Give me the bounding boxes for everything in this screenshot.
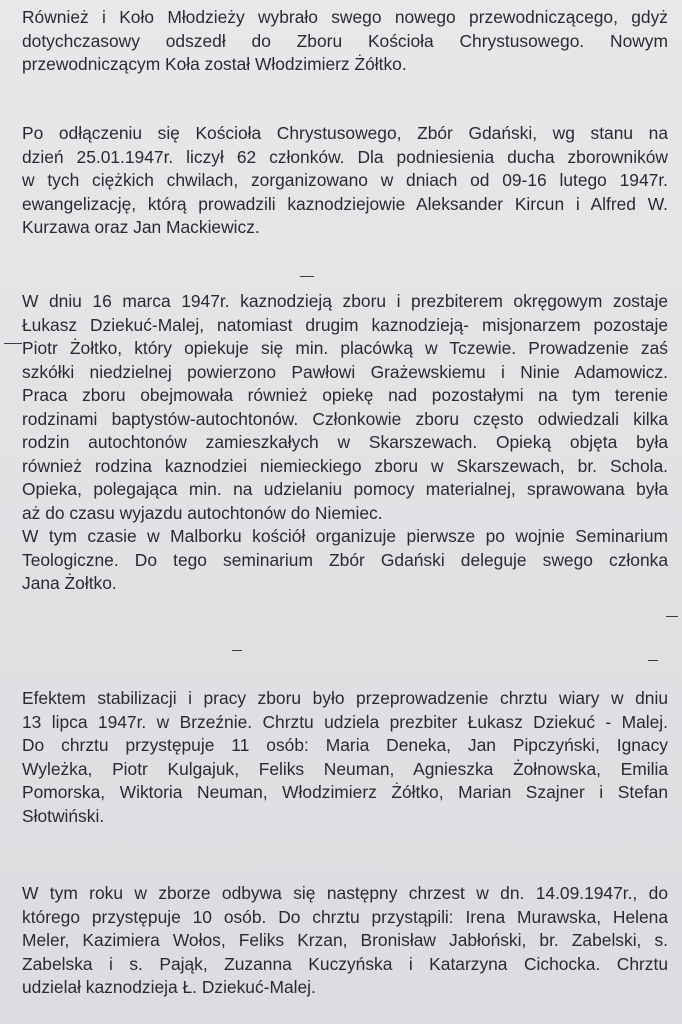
pen-mark [666, 616, 678, 617]
text-line: Praca zboru obejmowała również opiekę nad pozostałymi na tym terenie [22, 385, 668, 405]
text-line: rodzin autochtonów zamieszkałych w Skarszewach. Opieką objęta była [22, 432, 668, 452]
text-line: którego przystępuje 10 osób. Do chrztu przystąpili: Irena Murawska, Helena [22, 906, 668, 927]
text-line: 13 lipca 1947r. w Brzeźnie. Chrztu udziela prezbiter Łukasz Dziekuć - Malej. [22, 711, 668, 732]
text-line: Kurzawa oraz Jan Mackiewicz. [22, 217, 260, 237]
text-line: Słotwiński. [22, 805, 105, 826]
text-line: Jana Żołtko. [22, 573, 117, 593]
pen-mark [4, 343, 22, 344]
text-line: ewangelizację, którą prowadzili kaznodziejowie Aleksander Kircun i Alfred W. [22, 193, 668, 214]
text-line: udzielał kaznodzieja Ł. Dziekuć-Malej. [22, 977, 316, 997]
pen-mark [648, 660, 658, 661]
text-line: Meler, Kazimiera Wołos, Feliks Krzan, Bronisław Jabłoński, br. Zabelski, s. [22, 930, 668, 950]
paragraph-baptism-september [22, 882, 668, 1000]
text-line: szkółki niedzielnej powierzono Pawłowi Grażewskiemu i Ninie Adamowicz. [22, 361, 668, 382]
text-line: rodzinami baptystów-autochtonów. Członkowie zboru często odwiedzali kilka [22, 408, 668, 429]
text-line: Pomorska, Wiktoria Neuman, Włodzimierz Żółtko, Marian Szajner i Stefan [22, 782, 668, 802]
text-line: W dniu 16 marca 1947r. kaznodzieją zboru i prezbiterem okręgowym zostaje [22, 291, 668, 311]
text-line: W tym czasie w Malborku kościół organizuje pierwsze po wojnie Seminarium [22, 526, 668, 546]
pen-mark [300, 276, 314, 277]
paragraph-youth-circle [22, 6, 668, 77]
text-line: W tym roku w zborze odbywa się następny chrzest w dn. 14.09.1947r., do [22, 883, 668, 903]
text-line: aż do czasu wyjazdu autochtonów do Niemiec. [22, 502, 383, 523]
text-line: Efektem stabilizacji i pracy zboru było przeprowadzenie chrztu wiary w dniu [22, 688, 668, 708]
text-line: Teologiczne. Do tego seminarium Zbór Gdański deleguje swego członka [22, 549, 668, 570]
text-line: dotychczasowy odszedł do Zboru Kościoła Chrystusowego. Nowym [22, 30, 668, 51]
text-line: Po odłączeniu się Kościoła Chrystusowego, Zbór Gdański, wg stanu na [22, 123, 668, 143]
paragraph-march-1947 [22, 290, 668, 596]
text-line: również rodzina kaznodziei niemieckiego zboru w Skarszewach, br. Schola. [22, 455, 668, 476]
text-line: Również i Koło Młodzieży wybrało swego nowego przewodniczącego, gdyż [22, 7, 668, 27]
text-line: Wyleżka, Piotr Kulgajuk, Feliks Neuman, Agnieszka Żołnowska, Emilia [22, 758, 668, 779]
text-line: Zabelska i s. Pająk, Zuzanna Kuczyńska i Katarzyna Cichocka. Chrztu [22, 953, 668, 974]
text-line: Do chrztu przystępuje 11 osób: Maria Deneka, Jan Pipczyński, Ignacy [22, 735, 668, 755]
text-line: dzień 25.01.1947r. liczył 62 członków. Dla podniesienia ducha zborowników [22, 146, 668, 167]
pen-mark [232, 650, 242, 651]
text-line: Łukasz Dziekuć-Malej, natomiast drugim kaznodzieją- misjonarzem pozostaje [22, 314, 668, 335]
text-line: Opieka, polegająca min. na udzielaniu pomocy materialnej, sprawowana była [22, 479, 668, 499]
text-line: Piotr Żołtko, który opiekuje się min. placówką w Tczewie. Prowadzenie zaś [22, 338, 668, 358]
paragraph-baptism-july [22, 687, 668, 828]
text-line: w tych ciężkich chwilach, zorganizowano w dniach od 09-16 lutego 1947r. [22, 170, 668, 190]
paragraph-church-separation [22, 122, 668, 240]
text-line: przewodniczącym Koła został Włodzimierz Żółtko. [22, 54, 407, 74]
